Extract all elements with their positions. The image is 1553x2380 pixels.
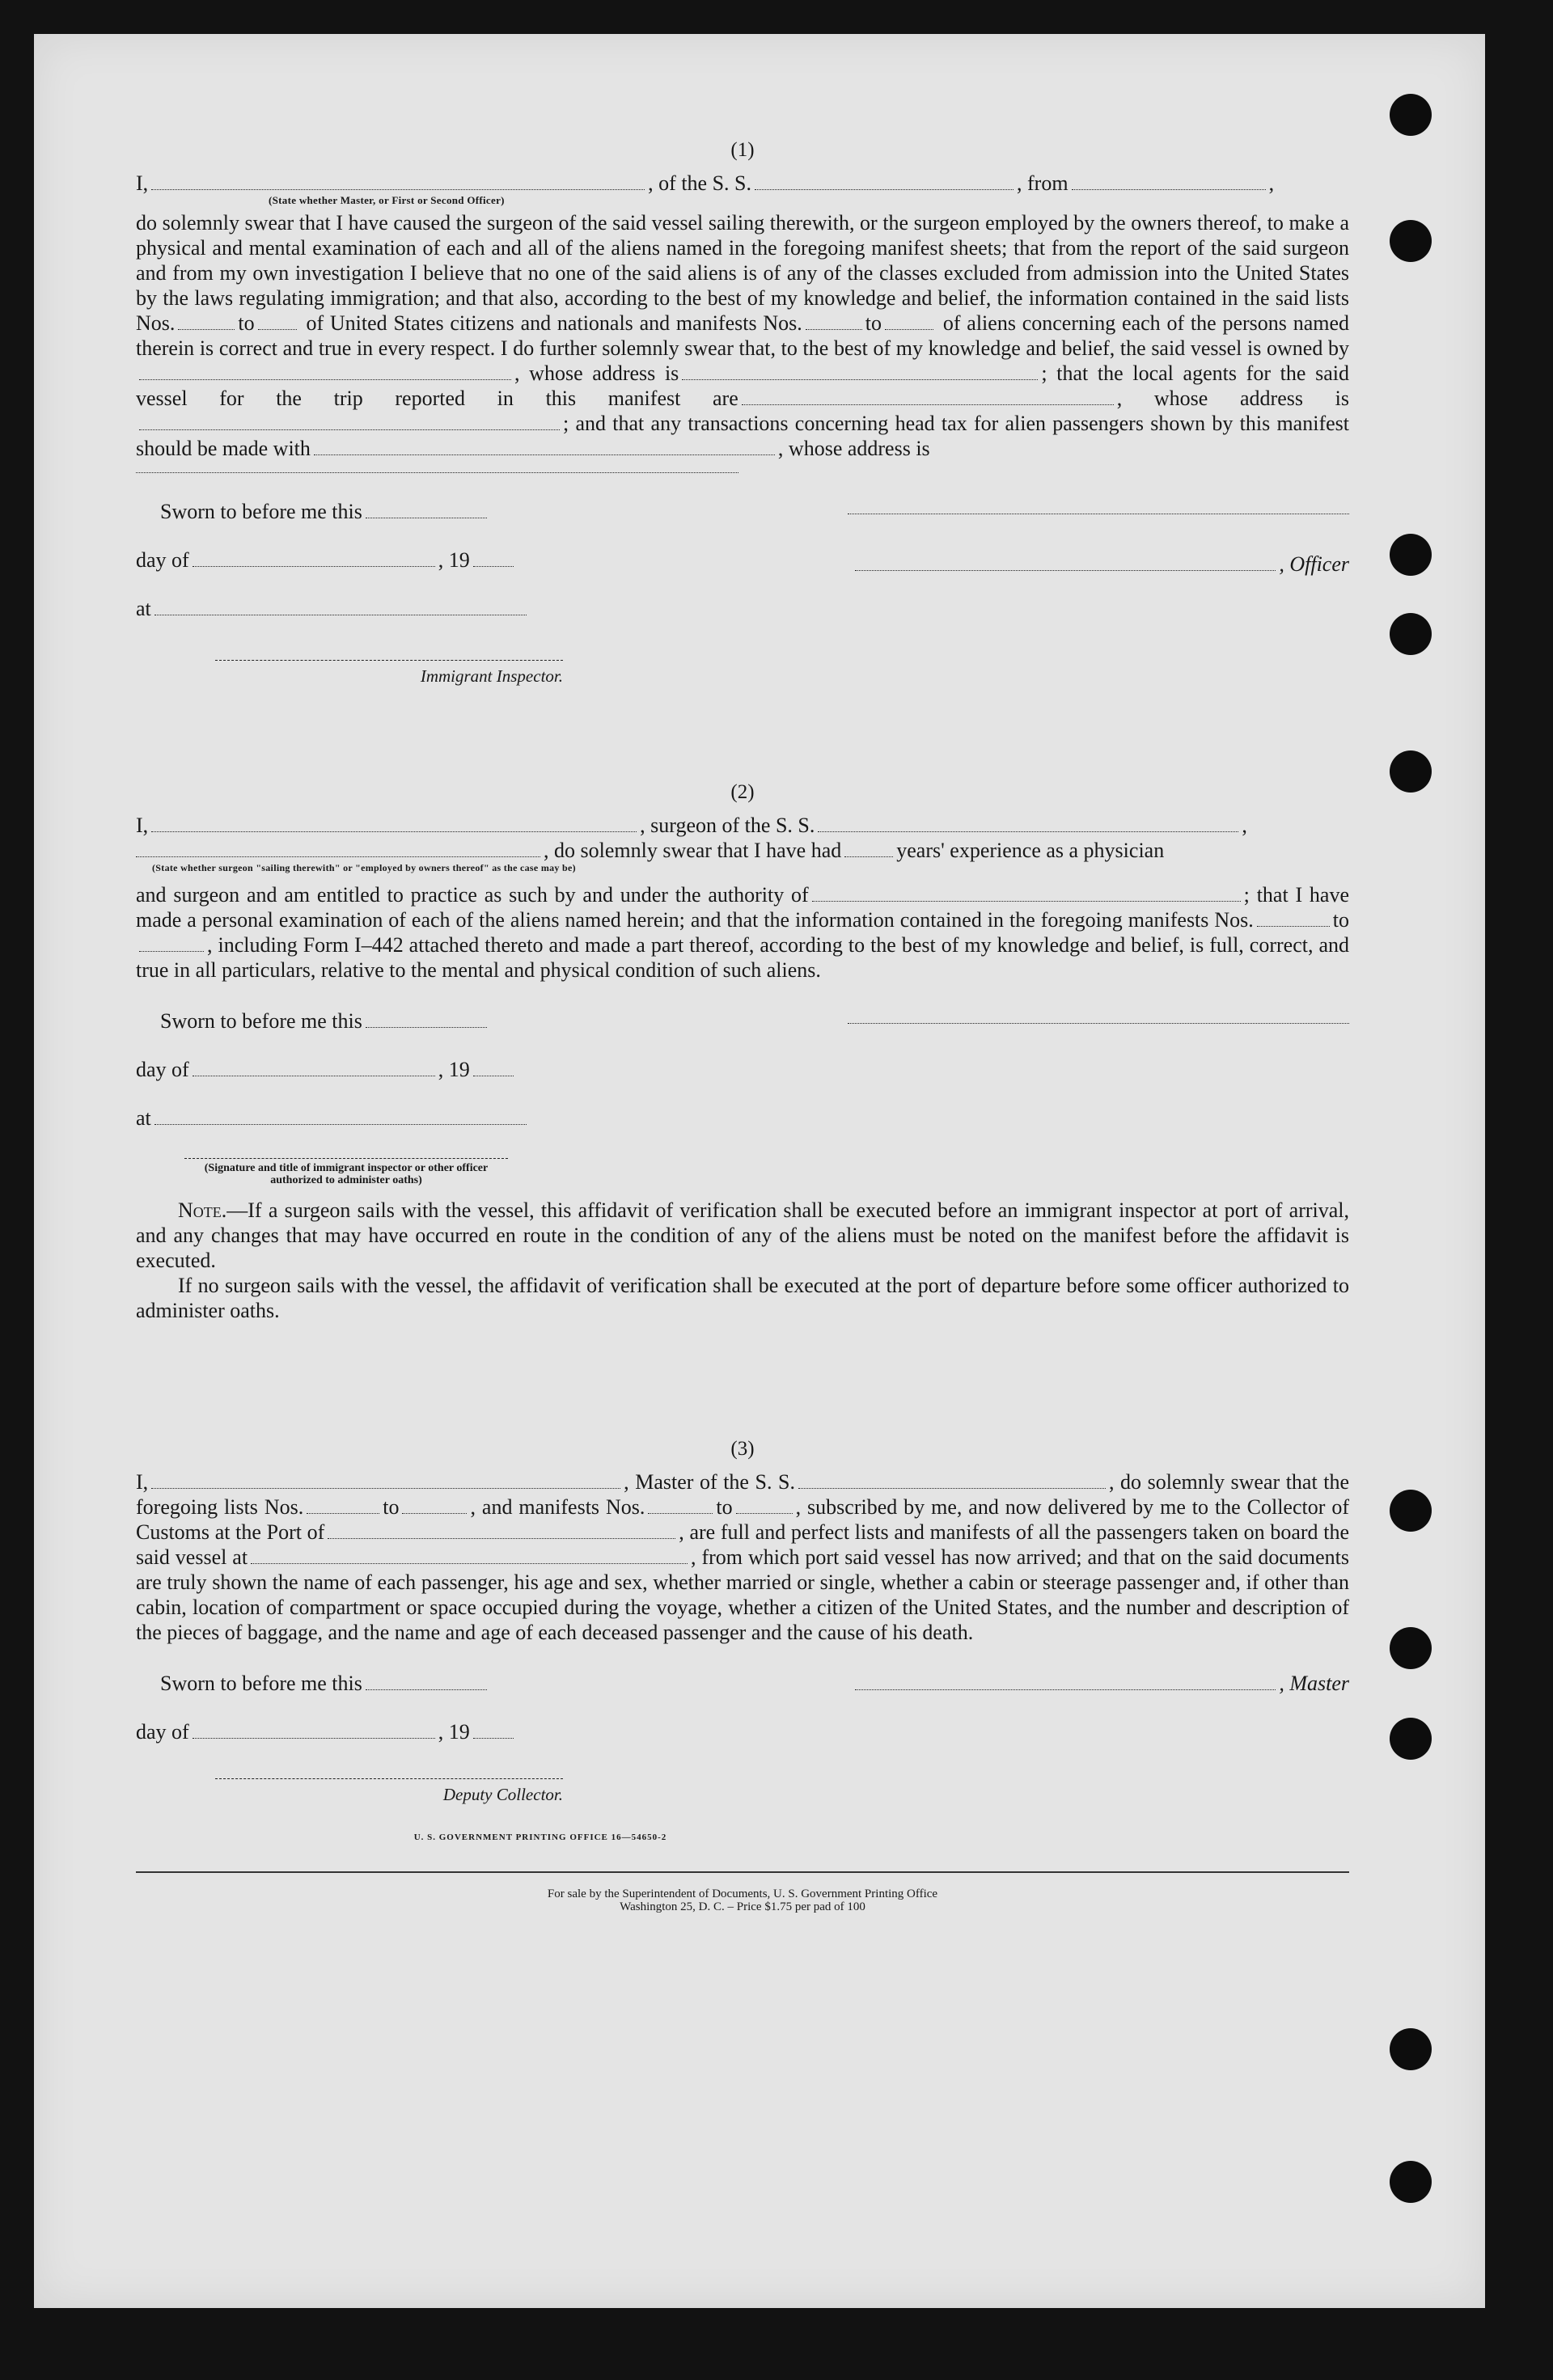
surgeon-type-field[interactable] [136, 842, 540, 857]
section3-paragraph: I, , Master of the S. S. , do solemnly swear that the foregoing lists Nos. to , and manifests Nos. to , subscribed by me, and now delivered by me to the Collector of Customs at the Port of , are full and perfect lists and manifests of all the passengers taken on board the said vessel at , from which port said vessel has now arrived; and that on the said documents are truly shown the name of each passenger, his age and sex, whether married or single, whether a cabin or steerage passenger and, if other than cabin, location of compartment or space occupied during the voyage, whether a citizen of the United States, and the number and description of the pieces of baggage, and the name and age of each deceased passenger and the cause of his death. [136, 1470, 1350, 1644]
note-paragraph-2: If no surgeon sails with the vessel, the affidavit of verification shall be executed at the port of departure before some officer authorized to administer oaths. [136, 1274, 1349, 1322]
punch-hole [1390, 1490, 1432, 1532]
punch-hole [1390, 534, 1432, 576]
section-number: (1) [730, 139, 755, 161]
sworn-block-2: Sworn to before me this day of , 19 at [136, 1008, 1349, 1131]
section-number: (2) [730, 781, 755, 803]
from-port-field[interactable] [1072, 175, 1266, 190]
port-field[interactable] [328, 1524, 675, 1539]
sworn-date-field[interactable] [366, 503, 487, 518]
surgeon-signature-line[interactable] [848, 1008, 1349, 1024]
punch-hole [1390, 1627, 1432, 1669]
manifest-to-field[interactable] [139, 936, 204, 952]
master-name-field[interactable] [151, 1473, 620, 1489]
sworn-date-field[interactable] [366, 1675, 487, 1690]
master-signature-line[interactable] [855, 1675, 1276, 1690]
year-field[interactable] [473, 552, 514, 567]
officer-title-field[interactable] [855, 556, 1276, 571]
document-page [34, 34, 1485, 2308]
punch-hole [1390, 94, 1432, 136]
surgeon-vessel-field[interactable] [818, 817, 1238, 832]
address-line[interactable] [136, 461, 738, 473]
divider [136, 1871, 1349, 1873]
sworn-block-1: Sworn to before me this day of , 19 at , Officer [136, 500, 1349, 620]
punch-hole [1390, 2028, 1432, 2070]
collector-signature: Deputy Collector. [215, 1778, 563, 1807]
authority-field[interactable] [812, 886, 1241, 902]
lists-to-field[interactable] [258, 315, 297, 330]
manifest-from-field[interactable] [1257, 911, 1330, 927]
officer-signature-line[interactable] [848, 499, 1349, 514]
manifests-to-field[interactable] [885, 315, 933, 330]
vessel-name-field[interactable] [798, 1473, 1106, 1489]
note-paragraph: Note.—If a surgeon sails with the vessel, this affidavit of verification shall be executed before an immigrant inspector at port of arrival, and any changes that may have occurred en route in the condition of any of the aliens must be noted on the manifest before the affidavit is executed. [136, 1198, 1349, 1272]
field-caption: (State whether surgeon "sailing therewith" or "employed by owners thereof" as the case may be) [152, 862, 576, 873]
punch-hole [1390, 613, 1432, 655]
years-field[interactable] [844, 842, 893, 857]
printing-office-mark: U. S. GOVERNMENT PRINTING OFFICE 16—54650-2 [413, 1833, 667, 1842]
footer: For sale by the Superintendent of Documents, U. S. Government Printing Office Washington 25, D. C. – Price $1.75 per pad of 100 [547, 1888, 938, 1913]
sworn-date-field[interactable] [366, 1012, 487, 1028]
punch-hole [1390, 220, 1432, 262]
sworn-block-3: Sworn to before me this day of , 19 , Master [136, 1672, 1349, 1744]
owner-address-field[interactable] [682, 365, 1038, 380]
lists-from-field[interactable] [307, 1499, 379, 1514]
field-caption: (State whether Master, or First or Second Officer) [269, 194, 505, 206]
lists-to-field[interactable] [402, 1499, 467, 1514]
section2-oath-line: I, , surgeon of the S. S. , [136, 814, 1247, 837]
section1-oath-line: I, , of the S. S. , from , [136, 171, 1275, 195]
section1-paragraph: do solemnly swear that I have caused the surgeon of the said vessel sailing therewith, or the surgeon employed by the owners thereof, to make a physical and mental examination of each and all of the aliens named in the foregoing manifest sheets; that from the report of the said surgeon and from my own investigation I believe that no one of the said aliens is of any of the classes excluded from admission into the United States by the laws regulating immigration; and that also, according to the best of my knowledge and belief, the information contained in the said lists Nos. to of United States citizens and nationals and manifests Nos. to of aliens concerning each of the persons named therein is correct and true in every respect. I do further solemnly swear that, to the best of my knowledge and belief, the said vessel is owned by, whose address is ; that the local agents for the said vessel for the trip reported in this manifest are , whose address is; and that any transactions concerning head tax for alien passengers shown by this manifest should be made with , whose address is [136, 211, 1350, 460]
place-field[interactable] [154, 600, 527, 615]
month-field[interactable] [193, 1061, 435, 1076]
form-content: (1) I, , of the S. S. , from , (State whether Master, or First or Second Officer) do solemnly swear that I have caused the surgeon of the said vessel sailing therewith, or the surgeon employed by the owners thereof, to make a physical and mental examination of each and all of the aliens named in the foregoing manifest sheets; that from the report of the said surgeon and from my own investigation I believe that no one of the said aliens is of any of the classes excluded from admission into the United States by the laws regulating immigration; and that also, according to the best of my knowledge and belief, the information contained in the said lists Nos. to of United States citizens and nationals and manifests Nos. to of aliens concerning each of the persons named therein is correct and true in every respect. I do further solemnly swear that, to the best of my knowledge and belief, the said vessel is owned by, whose address is ; that the local agents for the said vessel for the trip reported in this manifest are , whose address is; and that any transactions concerning head tax for alien passengers shown by this manifest should be made with , whose address is Sworn to before me this day of , 19 at , Officer Immigrant Inspector. (2) I, , surgeon of the S. S. , , do solemnly swear that I have had years' experience as a physician (State whether surgeon "sailing therewith" or "employed by owners thereof" as the case may be) and surgeon and am entitled to practice as such by and under the authority of ; that I have made a personal examination of each of the aliens named herein; and that the information contained in the foregoing manifests Nos. to, including Form I–442 attached thereto and made a part thereof, according to the best of my knowledge and belief, is full, correct, and true in all particulars, relative to the mental and physical condition of such aliens. Sworn to before me this day of , 19 at (Signature and title of immigrant inspector or other officer authorized to administer oaths) Note.—If a surgeon sails with the vessel, this affidavit of verification shall be executed before an immigrant inspector at port of arrival, and any changes that may have occurred en route in the condition of any of the aliens must be noted on the manifest before the affidavit is executed. If no surgeon sails with the vessel, the affidavit of verification shall be executed at the port of departure before some officer authorized to administer oaths. (3) I, , Master of the S. S. , do solemnly swear that the foregoing lists Nos. to , and manifests Nos. to , subscribed by me, and now delivered by me to the Collector of Customs at the Port of , are full and perfect lists and manifests of all the passengers taken on board the said vessel at , from which port said vessel has now arrived; and that on the said documents are truly shown the name of each passenger, his age and sex, whether married or single, whether a cabin or steerage passenger and, if other than cabin, location of compartment or space occupied during the voyage, whether a citizen of the United States, and the number and description of the pieces of baggage, and the name and age of each deceased passenger and the cause of his death. Sworn to before me this day of , 19 , Master Deputy Collector. U. S. GOVERNMENT PRINTING OFFICE 16—54650-2 For sale by the Superintendent of Documents, U. S. Government Printing Office Washington 25, D. C. – Price $1.75 per pad of 100 [136, 139, 1350, 1913]
year-field[interactable] [473, 1723, 514, 1739]
place-field[interactable] [154, 1110, 527, 1125]
section-number: (3) [730, 1438, 755, 1460]
manifests-to-field[interactable] [736, 1499, 793, 1514]
punch-hole [1390, 2161, 1432, 2203]
lists-from-field[interactable] [178, 315, 235, 330]
departure-port-field[interactable] [251, 1549, 688, 1564]
head-tax-field[interactable] [314, 440, 775, 455]
manifests-from-field[interactable] [648, 1499, 713, 1514]
month-field[interactable] [193, 1723, 435, 1739]
vessel-name-field[interactable] [755, 175, 1013, 190]
owner-field[interactable] [139, 365, 511, 380]
year-field[interactable] [473, 1061, 514, 1076]
master-name-field[interactable] [151, 175, 645, 190]
agents-address-field[interactable] [139, 415, 560, 430]
surgeon-name-field[interactable] [151, 817, 637, 832]
manifests-from-field[interactable] [806, 315, 862, 330]
section2-paragraph: and surgeon and am entitled to practice as such by and under the authority of ; that I have made a personal examination of each of the aliens named herein; and that the information contained in the foregoing manifests Nos. to, including Form I–442 attached thereto and made a part thereof, according to the best of my knowledge and belief, is full, correct, and true in all particulars, relative to the mental and physical condition of such aliens. [136, 883, 1350, 982]
punch-hole [1390, 1718, 1432, 1760]
officer-signature: (Signature and title of immigrant inspector or other officer authorized to administer oaths) [184, 1158, 508, 1186]
inspector-signature: Immigrant Inspector. [215, 660, 563, 689]
agents-field[interactable] [742, 390, 1114, 405]
punch-hole [1390, 750, 1432, 793]
month-field[interactable] [193, 552, 435, 567]
